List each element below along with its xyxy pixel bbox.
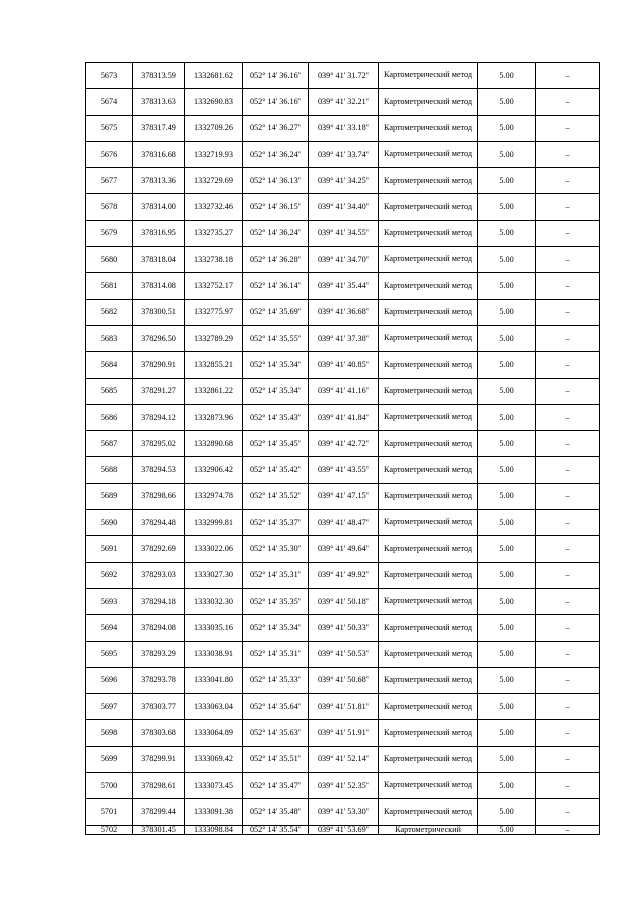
table-row [86,667,600,693]
table-row [86,352,600,378]
table-row [86,825,600,834]
latitude-cell: 052° 14' 36.15" [243,194,309,220]
y-coordinate-cell: 1333091.38 [185,799,243,825]
method-cell: Картометрический метод [379,588,478,614]
accuracy-cell: 5.00 [478,220,536,246]
x-coordinate-cell: 378294.12 [133,404,185,430]
y-coordinate-cell: 1332732.46 [185,194,243,220]
y-coordinate-cell: 1332906.42 [185,457,243,483]
accuracy-cell: 5.00 [478,799,536,825]
accuracy-cell: 5.00 [478,115,536,141]
y-coordinate-cell: 1332690.83 [185,89,243,115]
x-coordinate-cell: 378314.08 [133,273,185,299]
table-row [86,141,600,167]
note-cell: – [536,89,600,115]
y-coordinate-cell: 1332738.18 [185,247,243,273]
method-cell: Картометрический метод [379,431,478,457]
point-number-cell: 5675 [86,115,133,141]
accuracy-cell: 5.00 [478,404,536,430]
method-cell: Картометрический метод [379,89,478,115]
table-row [86,720,600,746]
x-coordinate-cell: 378303.68 [133,720,185,746]
point-number-cell: 5694 [86,615,133,641]
note-cell: – [536,325,600,351]
x-coordinate-cell: 378291.27 [133,378,185,404]
table-row [86,404,600,430]
note-cell: – [536,378,600,404]
method-cell: Картометрический метод [379,615,478,641]
note-cell: – [536,510,600,536]
point-number-cell: 5702 [86,825,133,834]
accuracy-cell: 5.00 [478,273,536,299]
point-number-cell: 5678 [86,194,133,220]
table-row [86,63,600,89]
latitude-cell: 052° 14' 35.45" [243,431,309,457]
accuracy-cell: 5.00 [478,325,536,351]
latitude-cell: 052° 14' 35.48" [243,799,309,825]
longitude-cell: 039° 41' 34.70" [309,247,379,273]
y-coordinate-cell: 1333041.80 [185,667,243,693]
latitude-cell: 052° 14' 36.28" [243,247,309,273]
latitude-cell: 052° 14' 35.33" [243,667,309,693]
note-cell: – [536,825,600,834]
method-cell: Картометрический метод [379,194,478,220]
accuracy-cell: 5.00 [478,615,536,641]
accuracy-cell: 5.00 [478,483,536,509]
method-cell: Картометрический метод [379,746,478,772]
table-row [86,588,600,614]
y-coordinate-cell: 1332681.62 [185,63,243,89]
method-cell: Картометрический метод [379,641,478,667]
y-coordinate-cell: 1333035.16 [185,615,243,641]
point-number-cell: 5691 [86,536,133,562]
longitude-cell: 039° 41' 52.14" [309,746,379,772]
longitude-cell: 039° 41' 34.40" [309,194,379,220]
longitude-cell: 039° 41' 48.47" [309,510,379,536]
y-coordinate-cell: 1332890.68 [185,431,243,457]
method-cell: Картометрический метод [379,457,478,483]
note-cell: – [536,404,600,430]
method-cell: Картометрический метод [379,378,478,404]
y-coordinate-cell: 1333038.91 [185,641,243,667]
table-row [86,510,600,536]
coordinates-table [85,62,600,835]
x-coordinate-cell: 378296.50 [133,325,185,351]
accuracy-cell: 5.00 [478,168,536,194]
method-cell: Картометрический метод [379,325,478,351]
x-coordinate-cell: 378300.51 [133,299,185,325]
method-cell: Картометрический метод [379,799,478,825]
x-coordinate-cell: 378318.04 [133,247,185,273]
x-coordinate-cell: 378294.08 [133,615,185,641]
point-number-cell: 5689 [86,483,133,509]
note-cell: – [536,483,600,509]
point-number-cell: 5699 [86,746,133,772]
point-number-cell: 5698 [86,720,133,746]
longitude-cell: 039° 41' 31.72" [309,63,379,89]
longitude-cell: 039° 41' 33.74" [309,141,379,167]
y-coordinate-cell: 1332873.96 [185,404,243,430]
method-cell: Картометрический метод [379,273,478,299]
longitude-cell: 039° 41' 34.55" [309,220,379,246]
y-coordinate-cell: 1332855.21 [185,352,243,378]
note-cell: – [536,615,600,641]
method-cell: Картометрический метод [379,299,478,325]
latitude-cell: 052° 14' 35.31" [243,641,309,667]
x-coordinate-cell: 378290.91 [133,352,185,378]
latitude-cell: 052° 14' 35.63" [243,720,309,746]
note-cell: – [536,141,600,167]
method-cell: Картометрический метод [379,773,478,799]
method-cell: Картометрический метод [379,63,478,89]
accuracy-cell: 5.00 [478,694,536,720]
note-cell: – [536,431,600,457]
latitude-cell: 052° 14' 35.51" [243,746,309,772]
table-body [86,63,600,835]
x-coordinate-cell: 378292.69 [133,536,185,562]
table-row [86,194,600,220]
accuracy-cell: 5.00 [478,746,536,772]
method-cell: Картометрический метод [379,247,478,273]
note-cell: – [536,194,600,220]
latitude-cell: 052° 14' 36.24" [243,141,309,167]
point-number-cell: 5687 [86,431,133,457]
x-coordinate-cell: 378298.61 [133,773,185,799]
x-coordinate-cell: 378316.95 [133,220,185,246]
longitude-cell: 039° 41' 41.16" [309,378,379,404]
table-row [86,431,600,457]
longitude-cell: 039° 41' 42.72" [309,431,379,457]
latitude-cell: 052° 14' 36.16" [243,89,309,115]
longitude-cell: 039° 41' 50.33" [309,615,379,641]
accuracy-cell: 5.00 [478,247,536,273]
y-coordinate-cell: 1332974.78 [185,483,243,509]
longitude-cell: 039° 41' 51.81" [309,694,379,720]
table-row [86,168,600,194]
x-coordinate-cell: 378293.29 [133,641,185,667]
note-cell: – [536,562,600,588]
longitude-cell: 039° 41' 51.91" [309,720,379,746]
x-coordinate-cell: 378301.45 [133,825,185,834]
longitude-cell: 039° 41' 53.30" [309,799,379,825]
table-row [86,115,600,141]
accuracy-cell: 5.00 [478,536,536,562]
note-cell: – [536,168,600,194]
table-row [86,89,600,115]
latitude-cell: 052° 14' 35.34" [243,378,309,404]
x-coordinate-cell: 378313.63 [133,89,185,115]
table-row [86,615,600,641]
accuracy-cell: 5.00 [478,89,536,115]
longitude-cell: 039° 41' 40.85" [309,352,379,378]
method-cell: Картометрический метод [379,220,478,246]
longitude-cell: 039° 41' 34.25" [309,168,379,194]
latitude-cell: 052° 14' 36.16" [243,63,309,89]
y-coordinate-cell: 1333027.30 [185,562,243,588]
y-coordinate-cell: 1332752.17 [185,273,243,299]
x-coordinate-cell: 378303.77 [133,694,185,720]
point-number-cell: 5695 [86,641,133,667]
point-number-cell: 5685 [86,378,133,404]
method-cell: Картометрический метод [379,168,478,194]
table-row [86,773,600,799]
note-cell: – [536,247,600,273]
method-cell: Картометрический метод [379,352,478,378]
y-coordinate-cell: 1332729.69 [185,168,243,194]
y-coordinate-cell: 1332719.93 [185,141,243,167]
y-coordinate-cell: 1332861.22 [185,378,243,404]
x-coordinate-cell: 378295.02 [133,431,185,457]
table-row [86,694,600,720]
latitude-cell: 052° 14' 36.27" [243,115,309,141]
longitude-cell: 039° 41' 35.44" [309,273,379,299]
longitude-cell: 039° 41' 53.69" [309,825,379,834]
longitude-cell: 039° 41' 32.21" [309,89,379,115]
accuracy-cell: 5.00 [478,141,536,167]
x-coordinate-cell: 378313.59 [133,63,185,89]
latitude-cell: 052° 14' 35.35" [243,588,309,614]
accuracy-cell: 5.00 [478,562,536,588]
latitude-cell: 052° 14' 35.54" [243,825,309,834]
longitude-cell: 039° 41' 47.15" [309,483,379,509]
x-coordinate-cell: 378299.44 [133,799,185,825]
table-row [86,299,600,325]
x-coordinate-cell: 378293.03 [133,562,185,588]
note-cell: – [536,352,600,378]
y-coordinate-cell: 1333098.84 [185,825,243,834]
note-cell: – [536,536,600,562]
accuracy-cell: 5.00 [478,667,536,693]
longitude-cell: 039° 41' 43.55" [309,457,379,483]
latitude-cell: 052° 14' 35.47" [243,773,309,799]
point-number-cell: 5677 [86,168,133,194]
accuracy-cell: 5.00 [478,299,536,325]
point-number-cell: 5681 [86,273,133,299]
accuracy-cell: 5.00 [478,825,536,834]
latitude-cell: 052° 14' 35.43" [243,404,309,430]
method-cell: Картометрический метод [379,483,478,509]
note-cell: – [536,773,600,799]
x-coordinate-cell: 378294.48 [133,510,185,536]
accuracy-cell: 5.00 [478,431,536,457]
point-number-cell: 5697 [86,694,133,720]
point-number-cell: 5700 [86,773,133,799]
y-coordinate-cell: 1332789.29 [185,325,243,351]
x-coordinate-cell: 378298.66 [133,483,185,509]
y-coordinate-cell: 1333032.30 [185,588,243,614]
point-number-cell: 5690 [86,510,133,536]
note-cell: – [536,115,600,141]
accuracy-cell: 5.00 [478,720,536,746]
method-cell: Картометрический метод [379,562,478,588]
x-coordinate-cell: 378316.68 [133,141,185,167]
y-coordinate-cell: 1333022.06 [185,536,243,562]
accuracy-cell: 5.00 [478,352,536,378]
method-cell: Картометрический метод [379,694,478,720]
table-row [86,247,600,273]
note-cell: – [536,667,600,693]
table-row [86,641,600,667]
y-coordinate-cell: 1332709.26 [185,115,243,141]
y-coordinate-cell: 1333073.45 [185,773,243,799]
longitude-cell: 039° 41' 36.68" [309,299,379,325]
point-number-cell: 5676 [86,141,133,167]
note-cell: – [536,63,600,89]
longitude-cell: 039° 41' 41.84" [309,404,379,430]
table-row [86,746,600,772]
y-coordinate-cell: 1332775.97 [185,299,243,325]
method-cell: Картометрический метод [379,404,478,430]
latitude-cell: 052° 14' 35.55" [243,325,309,351]
latitude-cell: 052° 14' 35.64" [243,694,309,720]
point-number-cell: 5680 [86,247,133,273]
note-cell: – [536,457,600,483]
note-cell: – [536,720,600,746]
longitude-cell: 039° 41' 50.68" [309,667,379,693]
note-cell: – [536,273,600,299]
method-cell: Картометрический метод [379,536,478,562]
latitude-cell: 052° 14' 35.52" [243,483,309,509]
accuracy-cell: 5.00 [478,773,536,799]
point-number-cell: 5688 [86,457,133,483]
accuracy-cell: 5.00 [478,378,536,404]
point-number-cell: 5674 [86,89,133,115]
point-number-cell: 5692 [86,562,133,588]
longitude-cell: 039° 41' 37.38" [309,325,379,351]
point-number-cell: 5684 [86,352,133,378]
table-row [86,220,600,246]
accuracy-cell: 5.00 [478,194,536,220]
latitude-cell: 052° 14' 35.42" [243,457,309,483]
point-number-cell: 5696 [86,667,133,693]
latitude-cell: 052° 14' 35.69" [243,299,309,325]
table-row [86,378,600,404]
longitude-cell: 039° 41' 50.18" [309,588,379,614]
y-coordinate-cell: 1332735.27 [185,220,243,246]
y-coordinate-cell: 1333064.89 [185,720,243,746]
longitude-cell: 039° 41' 50.53" [309,641,379,667]
note-cell: – [536,299,600,325]
longitude-cell: 039° 41' 49.92" [309,562,379,588]
accuracy-cell: 5.00 [478,457,536,483]
longitude-cell: 039° 41' 49.64" [309,536,379,562]
point-number-cell: 5686 [86,404,133,430]
note-cell: – [536,641,600,667]
note-cell: – [536,694,600,720]
method-cell: Картометрический [379,825,478,834]
x-coordinate-cell: 378317.49 [133,115,185,141]
point-number-cell: 5679 [86,220,133,246]
method-cell: Картометрический метод [379,115,478,141]
x-coordinate-cell: 378313.36 [133,168,185,194]
latitude-cell: 052° 14' 35.34" [243,352,309,378]
accuracy-cell: 5.00 [478,63,536,89]
point-number-cell: 5693 [86,588,133,614]
point-number-cell: 5673 [86,63,133,89]
point-number-cell: 5683 [86,325,133,351]
y-coordinate-cell: 1333063.04 [185,694,243,720]
latitude-cell: 052° 14' 35.34" [243,615,309,641]
longitude-cell: 039° 41' 52.35" [309,773,379,799]
x-coordinate-cell: 378294.53 [133,457,185,483]
latitude-cell: 052° 14' 36.24" [243,220,309,246]
y-coordinate-cell: 1332999.81 [185,510,243,536]
table-row [86,273,600,299]
method-cell: Картометрический метод [379,720,478,746]
table-row [86,562,600,588]
x-coordinate-cell: 378299.91 [133,746,185,772]
point-number-cell: 5682 [86,299,133,325]
y-coordinate-cell: 1333069.42 [185,746,243,772]
latitude-cell: 052° 14' 36.13" [243,168,309,194]
note-cell: – [536,799,600,825]
table-row [86,799,600,825]
accuracy-cell: 5.00 [478,588,536,614]
note-cell: – [536,220,600,246]
note-cell: – [536,588,600,614]
longitude-cell: 039° 41' 33.18" [309,115,379,141]
x-coordinate-cell: 378294.18 [133,588,185,614]
latitude-cell: 052° 14' 36.14" [243,273,309,299]
accuracy-cell: 5.00 [478,510,536,536]
note-cell: – [536,746,600,772]
method-cell: Картометрический метод [379,141,478,167]
latitude-cell: 052° 14' 35.30" [243,536,309,562]
latitude-cell: 052° 14' 35.31" [243,562,309,588]
method-cell: Картометрический метод [379,510,478,536]
accuracy-cell: 5.00 [478,641,536,667]
x-coordinate-cell: 378293.78 [133,667,185,693]
latitude-cell: 052° 14' 35.37" [243,510,309,536]
table-row [86,483,600,509]
table-row [86,457,600,483]
x-coordinate-cell: 378314.00 [133,194,185,220]
method-cell: Картометрический метод [379,667,478,693]
table-row [86,325,600,351]
point-number-cell: 5701 [86,799,133,825]
table-row [86,536,600,562]
